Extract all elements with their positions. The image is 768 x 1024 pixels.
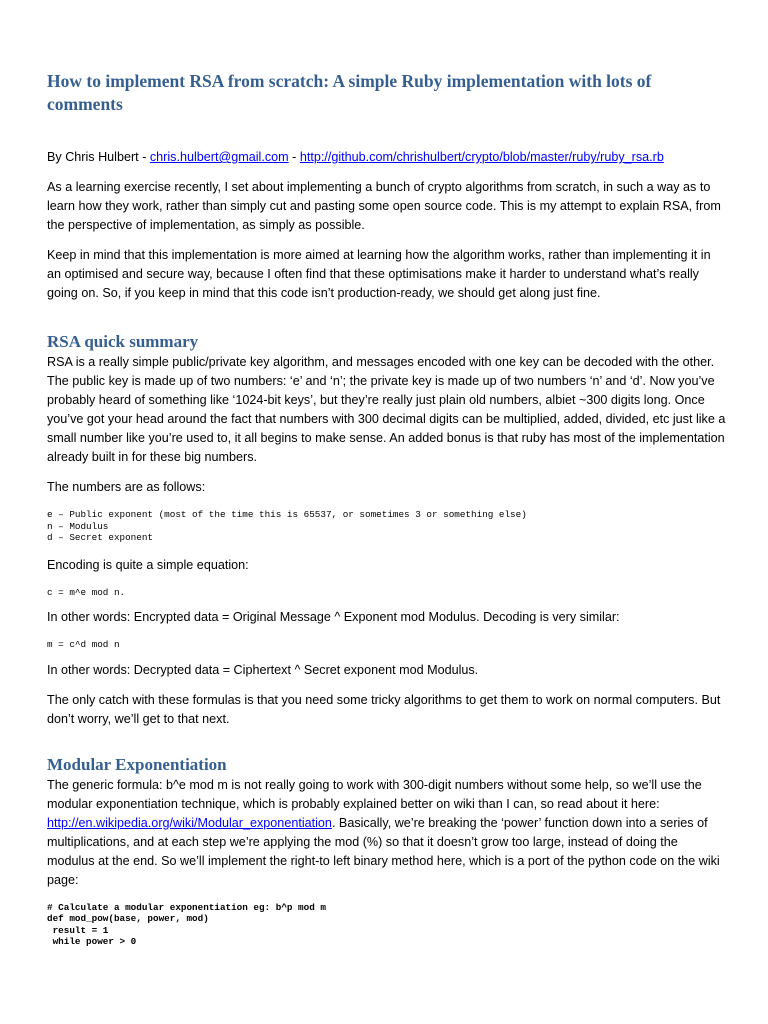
- author-name: By Chris Hulbert -: [47, 150, 150, 164]
- encoding-formula: c = m^e mod n.: [47, 586, 126, 598]
- intro-paragraph-2: Keep in mind that this implementation is more aimed at learning how the algorithm works, rather than implementing it in an optimised and secure way, because I often find that these optimisations make it harder to understand what’s really going on. So, if you keep in mind that this code isn’t production-ready, we should get along just fine.: [47, 248, 711, 300]
- encrypted-explanation: In other words: Encrypted data = Original Message ^ Exponent mod Modulus. Decoding is very similar:: [47, 610, 620, 624]
- section-heading-modular-exponentiation: Modular Exponentiation: [47, 754, 227, 774]
- catch-paragraph: The only catch with these formulas is that you need some tricky algorithms to get them to work on normal computers. But don’t worry, we’ll get to that next.: [47, 692, 721, 726]
- numbers-code-block: e – Public exponent (most of the time this is 65537, or sometimes 3 or something else) n – Modulus d – Secret exponent: [47, 509, 527, 543]
- page-title: How to implement RSA from scratch: A simple Ruby implementation with lots of comments: [47, 71, 652, 114]
- modexp-text-before: The generic formula: b^e mod m is not really going to work with 300-digit numbers without some help, so we’ll use the modular exponentiation technique, which is probably explained better on wiki than I can, so read about it here:: [47, 777, 702, 811]
- rsa-summary-paragraph: RSA is a really simple public/private key algorithm, and messages encoded with one key can be decoded with the other. The public key is made up of two numbers: ‘e’ and ‘n’; the private key is made up of two numbers ‘n’ and ‘d’. Now you’ve probably heard of something like ‘1024-bit keys’, but they’re really just plain old numbers, albiet ~300 digits long. Once you’ve got your head around the fact that numbers with 300 decimal digits can be multiplied, added, divided, etc just like a small number like you’re used to, it all begins to make sense. An added bonus is that ruby has most of the implementation already built in for these big numbers.: [47, 355, 726, 464]
- modular-exponentiation-paragraph: [47, 776, 727, 890]
- document-page: [47, 70, 727, 948]
- numbers-intro: The numbers are as follows:: [47, 480, 206, 494]
- author-email-link[interactable]: chris.hulbert@gmail.com: [149, 150, 289, 164]
- intro-paragraph-1: As a learning exercise recently, I set about implementing a bunch of crypto algorithms from scratch, in such a way as to learn how they work, rather than simply cut and pasting some open source code. This is my attempt to explain RSA, from the perspective of implementation, as simply as possible.: [47, 180, 721, 232]
- source-url-link[interactable]: http://github.com/chrishulbert/crypto/blob/master/ruby/ruby_rsa.rb: [299, 150, 664, 164]
- decrypted-explanation: In other words: Decrypted data = Ciphertext ^ Secret exponent mod Modulus.: [47, 662, 479, 677]
- decoding-formula: m = c^d mod n: [47, 639, 120, 650]
- section-heading-rsa-summary: RSA quick summary: [47, 332, 199, 351]
- byline-separator: -: [288, 150, 300, 164]
- modexp-text-after: . Basically, we’re breaking the ‘power’ function down into a series of multiplications, and at each step we’re applying the mod (%) so that it doesn’t grow too large, instead of doing the modulus at the end. So we’ll implement the right-to left binary method here, which is a port of the python code on the wiki page:: [47, 815, 720, 887]
- byline: [47, 148, 727, 167]
- wikipedia-link[interactable]: http://en.wikipedia.org/wiki/Modular_exponentiation: [47, 815, 332, 830]
- encoding-intro: Encoding is quite a simple equation:: [47, 557, 249, 572]
- mod-pow-code-block: # Calculate a modular exponentiation eg: b^p mod m def mod_pow(base, power, mod) result = 1 while power > 0: [47, 901, 326, 947]
